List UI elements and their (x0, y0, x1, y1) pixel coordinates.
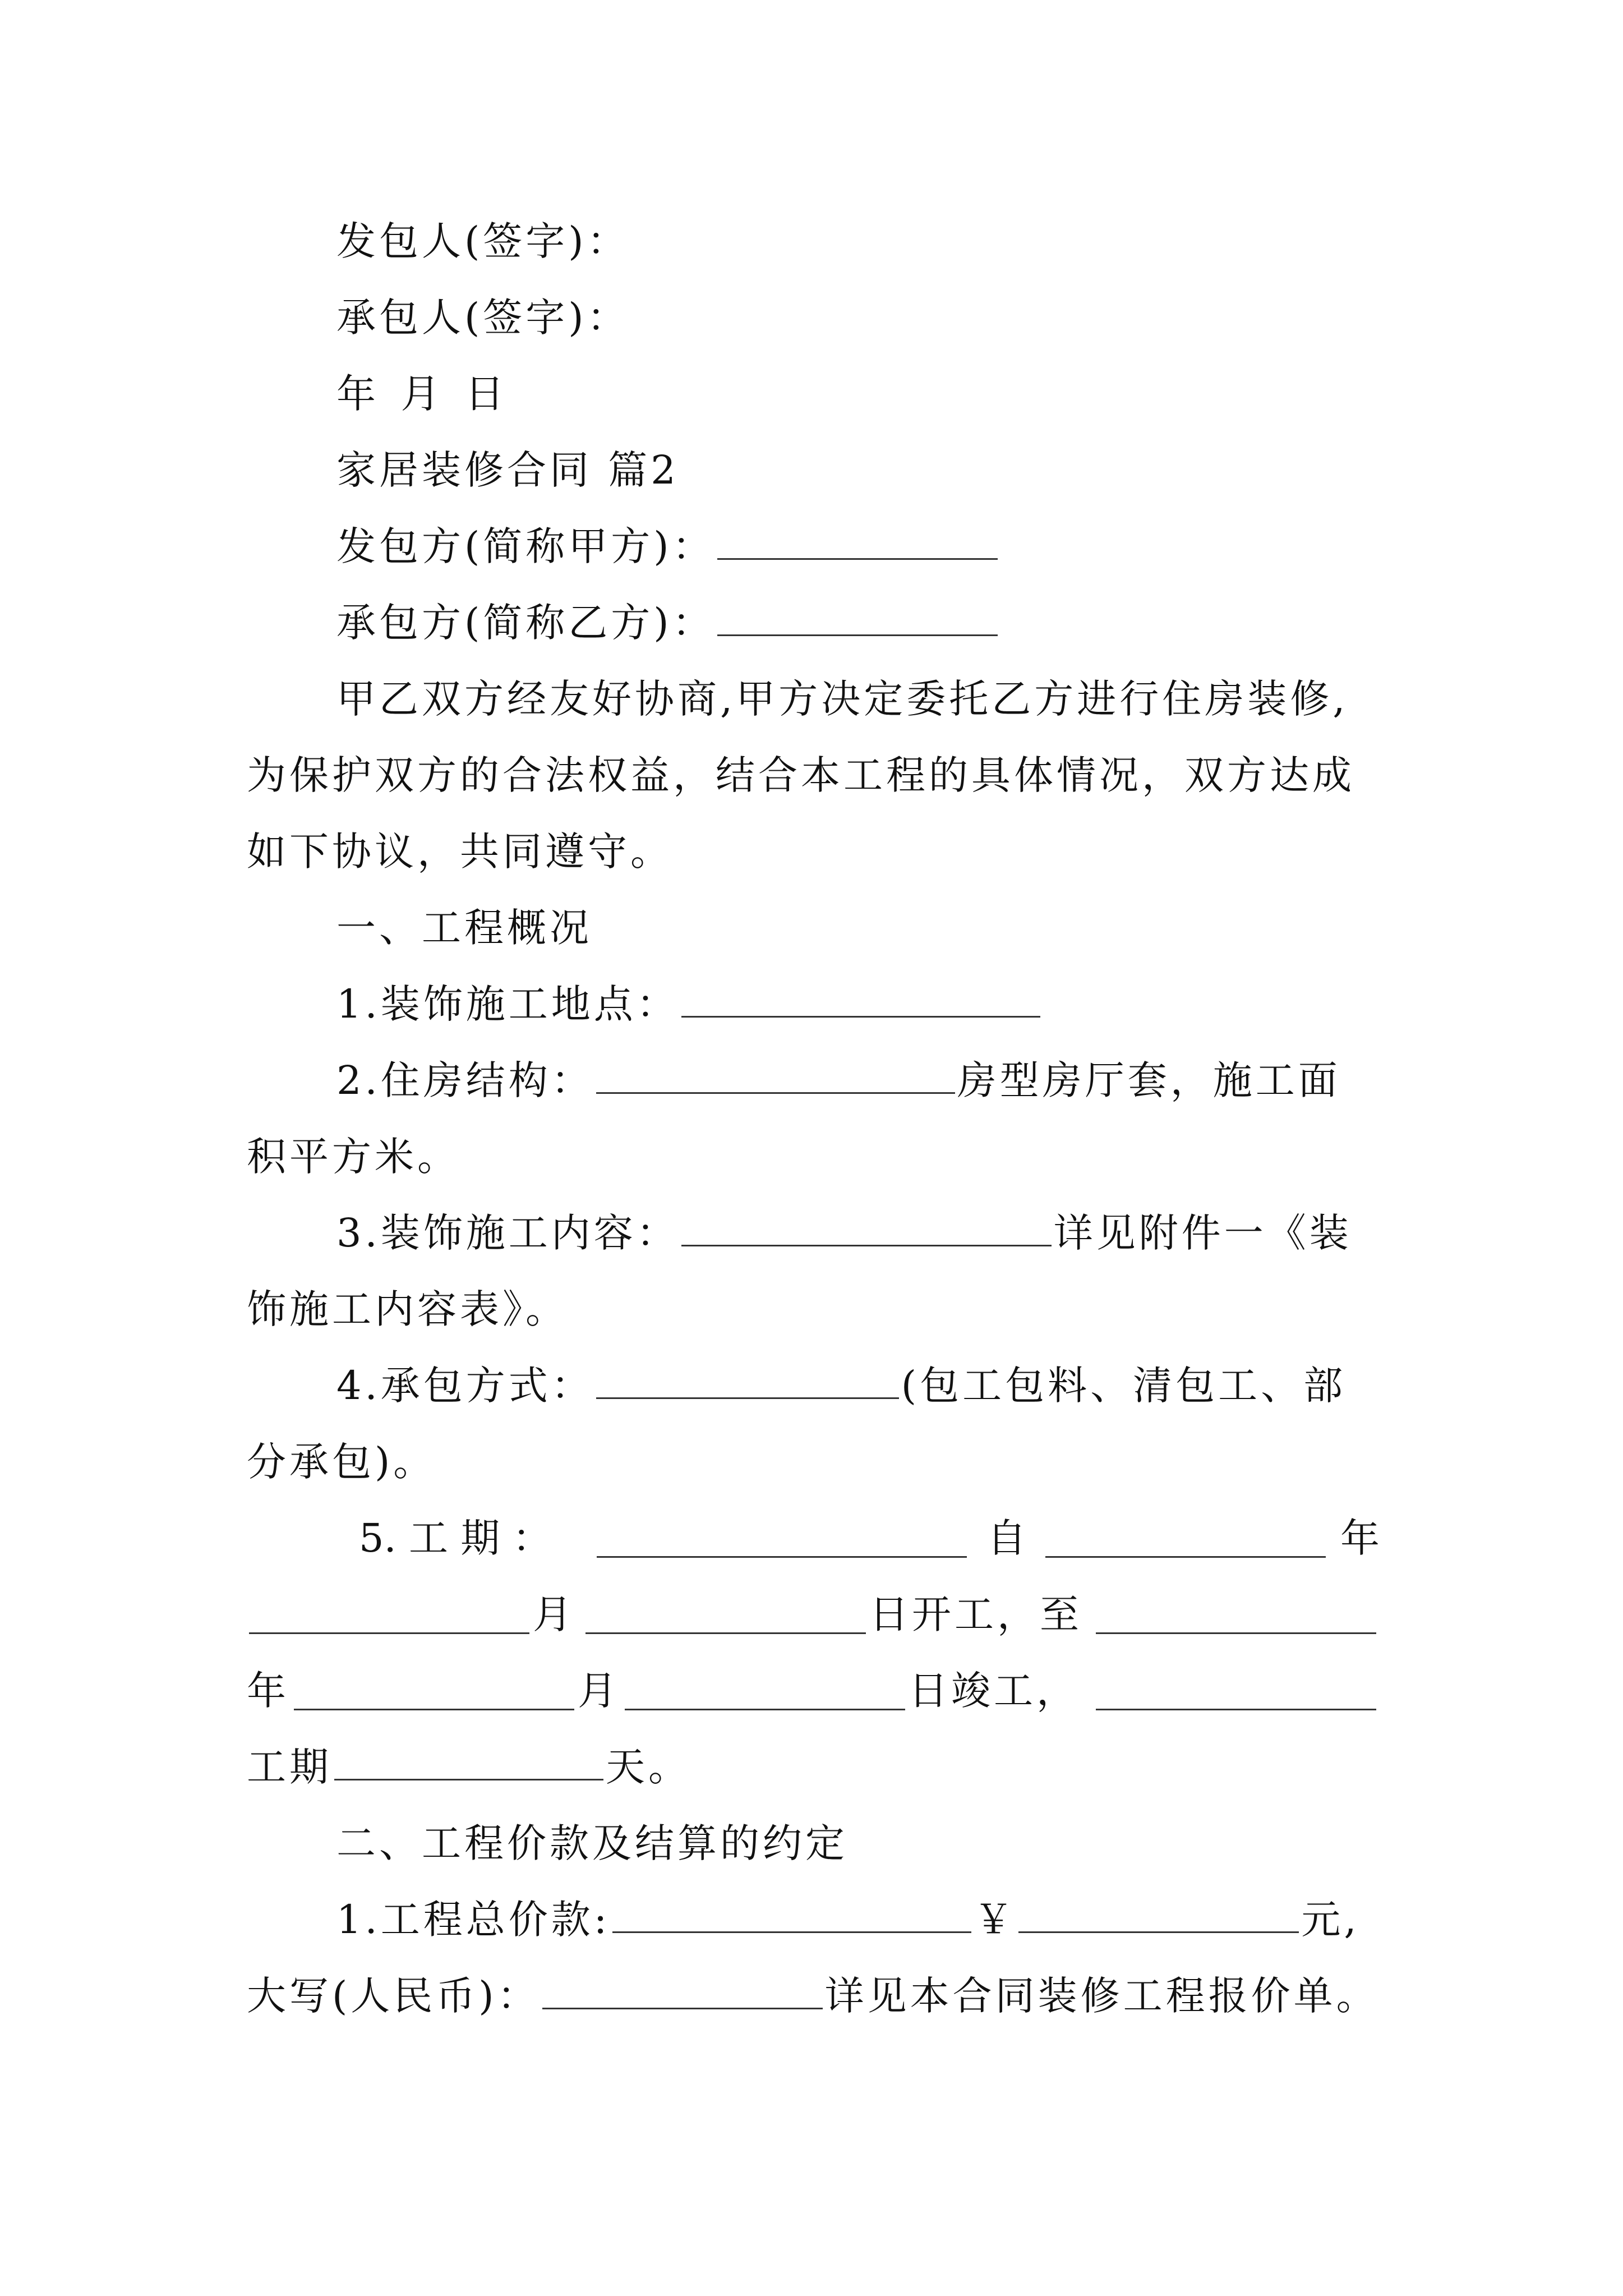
price-unit: 元, (1301, 1897, 1360, 1943)
item-5-blank-extra (1096, 1675, 1376, 1710)
item-4-label: 4.承包方式： (336, 1363, 594, 1409)
price-blank (612, 1898, 971, 1933)
item-4-tail: (包工包料、清包工、部 (901, 1363, 1347, 1409)
intro-line-2: 为保护双方的合法权益，结合本工程的具体情况，双方达成 (247, 752, 1355, 798)
item-5-period: 工期 (247, 1744, 332, 1790)
item-5-month-2: 月 (578, 1668, 617, 1714)
item-2-tail: 房型房厅套，施工面 (957, 1057, 1341, 1103)
item-2-continuation: 积平方米。 (247, 1134, 460, 1180)
item-5-blank-days (334, 1745, 603, 1780)
price-amount-blank (1018, 1898, 1299, 1933)
item-5-day-end: 日竣工， (909, 1668, 1079, 1714)
item-5-year-2: 年 (247, 1668, 286, 1714)
item-5-from: 自 (987, 1515, 1026, 1561)
item-5-days: 天。 (606, 1744, 691, 1790)
party-a-label: 发包方(简称甲方)： (336, 523, 715, 569)
price-line (336, 1892, 1360, 1948)
item-5-blank-period (597, 1522, 967, 1558)
section-title: 家居装修合同 篇2 (336, 447, 679, 493)
item-5-blank-month (249, 1599, 529, 1634)
item-1-label: 1.装饰施工地点： (336, 981, 679, 1027)
item-5-blank-end-year (1096, 1599, 1376, 1634)
item-1-line (336, 976, 1043, 1032)
item-3-label: 3.装饰施工内容： (336, 1210, 679, 1256)
party-b-line (336, 595, 1000, 651)
item-2-label: 2.住房结构： (336, 1057, 594, 1103)
contractor-signature-label: 承包人(签字)： (336, 295, 630, 341)
price-capital-tail: 详见本合同装修工程报价单。 (824, 1973, 1379, 2019)
price-capital-label: 大写(人民币)： (247, 1973, 540, 2019)
item-5-period-line (247, 1739, 691, 1795)
chapter-1-heading: 一、工程概况 (336, 905, 592, 951)
item-3-continuation: 饰施工内容表》。 (247, 1286, 568, 1332)
currency-symbol: ￥ (974, 1897, 1017, 1943)
item-5-label: 5. 工 期 ： (359, 1515, 552, 1561)
intro-line-1: 甲乙双方经友好协商,甲方决定委托乙方进行住房装修, (336, 676, 1349, 722)
item-1-blank (681, 982, 1040, 1018)
item-5-blank-end-day (625, 1675, 905, 1710)
item-5-blank-day (585, 1599, 866, 1634)
party-b-label: 承包方(简称乙方)： (336, 600, 715, 646)
date-label: 年 月 日 (336, 371, 505, 417)
item-4-continuation: 分承包)。 (247, 1439, 436, 1485)
price-capital-line (247, 1968, 1379, 2024)
price-label: 1.工程总价款: (336, 1897, 611, 1943)
chapter-2-heading: 二、工程价款及结算的约定 (336, 1820, 848, 1866)
employer-signature-label: 发包人(签字)： (336, 218, 630, 264)
party-b-blank (717, 601, 998, 636)
item-5-blank-end-month (294, 1675, 574, 1710)
item-2-blank (596, 1059, 955, 1094)
party-a-line (336, 518, 1000, 574)
item-3-line (336, 1205, 1352, 1261)
item-3-blank (681, 1211, 1052, 1246)
party-a-blank (717, 524, 998, 560)
item-5-month: 月 (533, 1591, 572, 1637)
price-capital-blank (542, 1974, 823, 2009)
item-5-year: 年 (1340, 1515, 1380, 1561)
item-4-line (336, 1358, 1346, 1414)
intro-line-3: 如下协议，共同遵守。 (247, 829, 673, 875)
item-5-blank-year (1045, 1522, 1326, 1558)
item-5-day-start: 日开工，至 (869, 1591, 1082, 1637)
item-4-blank (596, 1364, 899, 1399)
item-3-tail: 详见附件一《装 (1053, 1210, 1352, 1256)
item-2-line (336, 1052, 1341, 1108)
